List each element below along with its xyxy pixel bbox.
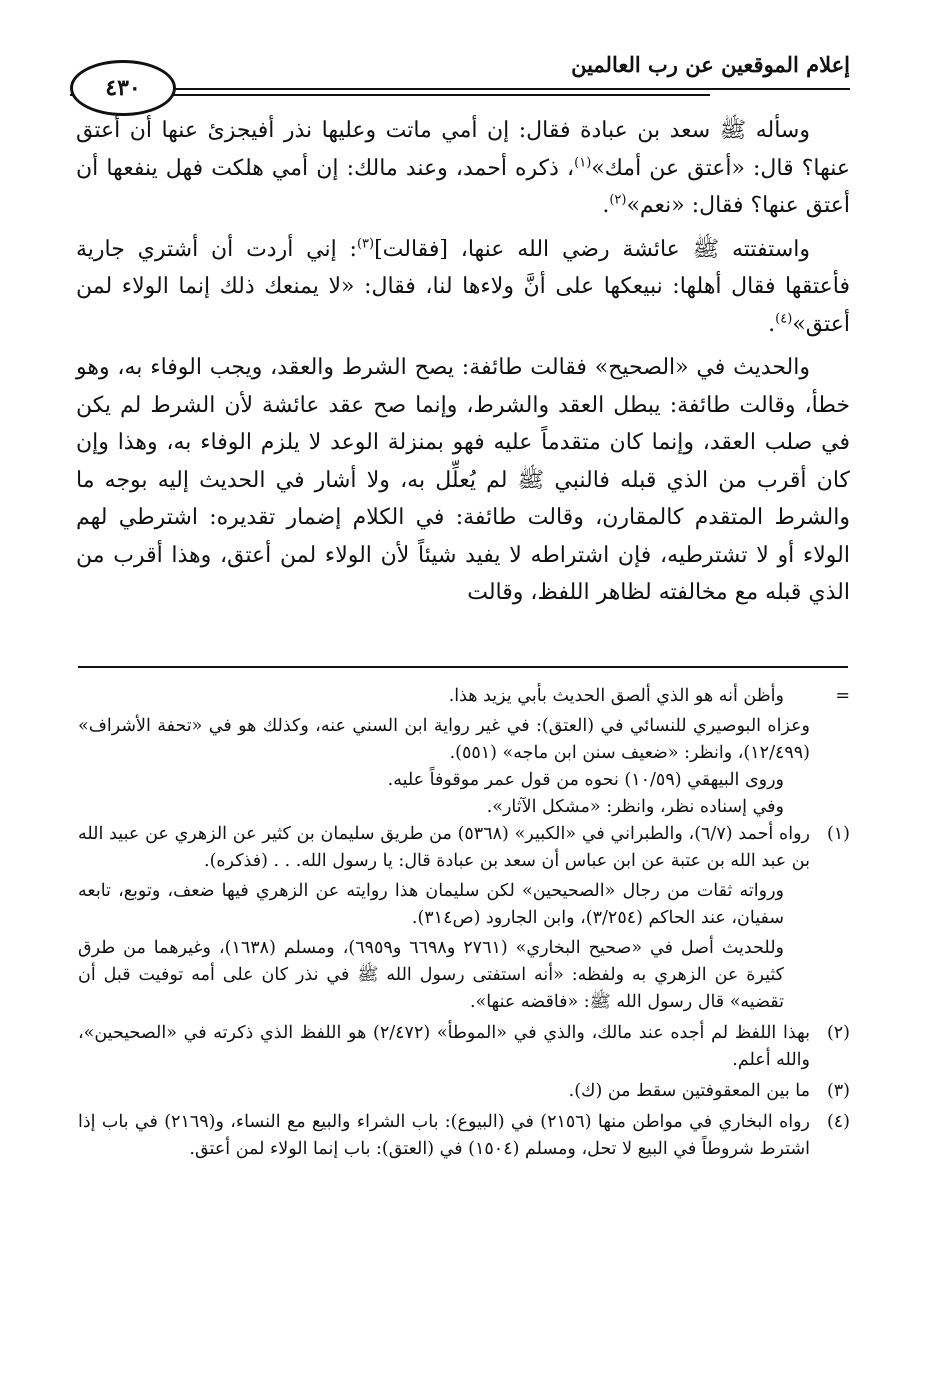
continuation-mark: = xyxy=(835,686,850,706)
paragraph-2-text-b: : إني أردت أن أشتري جارية فأعتقها فقال أهلها: نبيعكها على أنَّ ولاءها لنا، فقال: «لا يمنعك ذلك إنما الولاء لمن أعتق» xyxy=(76,236,850,337)
continuation-line-2: وعزاه البوصيري للنسائي في (العتق): في غير رواية ابن السني عنه، وكذلك هو في «تحفة الأشراف» (١٢/٤٩٩)، وانظر: «ضعيف سنن ابن ماجه» (٥٥١). xyxy=(78,716,810,763)
paragraph-1-text-a: وسأله ﷺ سعد بن عبادة فقال: إن أمي ماتت وعليها نذر أفيجزئ عنها أن أعتق عنها؟ قال: «أعتق عن أمك» xyxy=(76,118,850,181)
continuation-line-1: وأظن أنه هو الذي ألصق الحديث بأبي يزيد هذا. xyxy=(448,686,784,706)
footnote-1-para-a: رواه أحمد (٦/٧)، والطبراني في «الكبير» (٥٣٦٨) من طريق سليمان بن كثير عن الزهري عن عبيد الله بن عبد الله بن عتبة عن ابن عباس أن سعد بن عبادة قال: يا رسول الله. . . (فذكره). xyxy=(78,824,810,871)
paragraph-2-text-a: واستفتته ﷺ عائشة رضي الله عنها، [فقالت] xyxy=(374,236,810,262)
paragraph-1-text-b: ، ذكره أحمد، وعند مالك: إن أمي هلكت فهل ينفعها أن أعتق عنها؟ فقال: «نعم» xyxy=(76,155,850,218)
footnote-1 xyxy=(78,821,850,1016)
footnote-ref-3[interactable]: (٣) xyxy=(356,236,375,252)
footnote-ref-4[interactable]: (٤) xyxy=(775,311,793,327)
footnote-continuation xyxy=(78,683,850,821)
footnote-separator xyxy=(78,666,848,668)
footnote-4-text: رواه البخاري في مواطن منها (٢١٥٦) في (البيوع): باب الشراء والبيع مع النساء، و(٢١٦٩) في باب إذا اشترط شروطاً في البيع لا تحل، ومسلم (١٥٠٤) في (العتق): باب إنما الولاء لمن أعتق. xyxy=(78,1112,810,1159)
footnote-1-mark: (١) xyxy=(826,824,850,844)
footnote-3-mark: (٣) xyxy=(826,1081,850,1101)
footnote-4 xyxy=(78,1109,850,1163)
paragraph-3: والحديث في «الصحيح» فقالت طائفة: يصح الشرط والعقد، ويجب الوفاء به، وهو خطأ، وقالت طائفة: يبطل العقد والشرط، وإنما صح عقد عائشة لأن الشرط لم يكن في صلب العقد، وإنما كان متقدماً عليه فهو بمنزلة الوعد لا يلزم الوفاء به، وهذا وإن كان أقرب من الذي قبله فالنبي ﷺ لم يُعلِّل به، ولا أشار في الحديث إليه بوجه ما والشرط المتقدم كالمقارن، وقالت طائفة: في الكلام إضمار تقديره: اشترطي لهم الولاء أو لا تشترطيه، فإن اشتراطه لا يفيد شيئاً لأن الولاء لمن أعتق، وهذا أقرب من الذي قبله مع مخالفته لظاهر اللفظ، وقالت xyxy=(76,355,850,605)
paragraph-2-text-c: . xyxy=(768,311,776,337)
footnote-ref-1[interactable]: (١) xyxy=(574,155,592,171)
footnote-1-para-b: ورواته ثقات من رجال «الصحيحين» لكن سليمان هذا روايته عن الزهري فيها ضعف، وتوبع، تابعه سفيان، عند الحاكم (٣/٢٥٤)، وابن الجارود (ص٣١٤). xyxy=(78,881,784,928)
header-rule-top xyxy=(70,88,850,90)
footnote-2-mark: (٢) xyxy=(826,1023,850,1043)
book-title: إعلام الموقعين عن رب العالمين xyxy=(571,52,850,77)
footnote-3 xyxy=(78,1078,850,1105)
footnotes xyxy=(78,683,850,1163)
footnote-1-para-c: وللحديث أصل في «صحيح البخاري» (٢٧٦١ و٦٦٩٨ و٦٩٥٩)، ومسلم (١٦٣٨)، وغيرهما من طرق كثيرة عن الزهري به ولفظه: «أنه استفتى رسول الله ﷺ في نذر كان على أمه توفيت قبل أن تقضيه» قال رسول الله ﷺ: «فاقضه عنها». xyxy=(78,938,784,1012)
paragraph-1-text-c: . xyxy=(602,193,610,218)
continuation-line-3: وروى البيهقي (١٠/٥٩) نحوه من قول عمر موقوفاً عليه. xyxy=(387,770,784,790)
main-text xyxy=(76,112,850,618)
continuation-body xyxy=(78,683,810,821)
continuation-line-4: وفي إسناده نظر، وانظر: «مشكل الآثار». xyxy=(486,797,784,817)
page-number: ٤٣٠ xyxy=(70,60,176,116)
paragraph-1 xyxy=(76,112,850,225)
footnote-1-body xyxy=(78,821,810,1016)
page-header xyxy=(70,40,850,110)
paragraph-2 xyxy=(76,231,850,344)
footnote-2 xyxy=(78,1020,850,1074)
footnote-ref-2[interactable]: (٢) xyxy=(609,192,627,208)
footnote-4-mark: (٤) xyxy=(826,1112,850,1132)
footnote-2-text: بهذا اللفظ لم أجده عند مالك، والذي في «الموطأ» (٢/٤٧٢) هو اللفظ الذي ذكرته في «الصحيحين»، والله أعلم. xyxy=(78,1023,810,1070)
footnote-3-text: ما بين المعقوفتين سقط من (ك). xyxy=(568,1081,810,1101)
